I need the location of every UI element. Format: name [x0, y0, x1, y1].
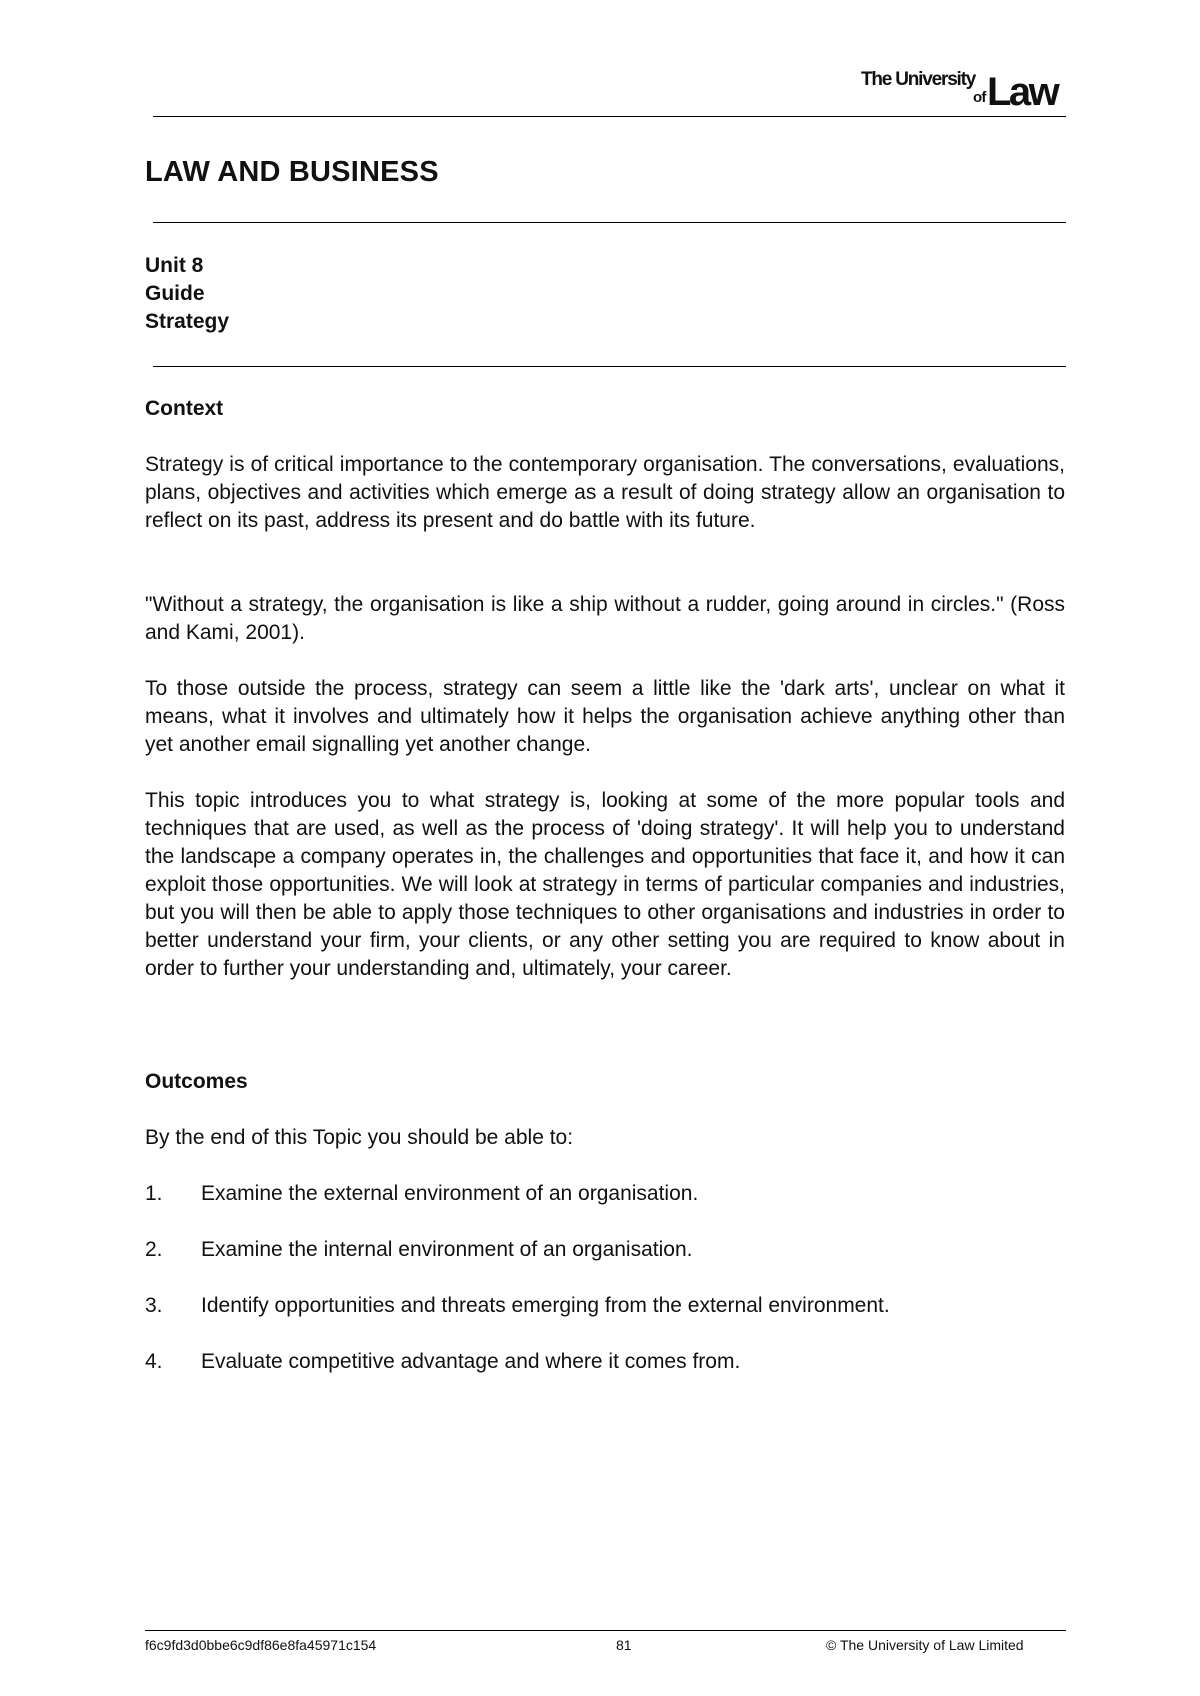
footer-rule	[145, 1630, 1066, 1631]
logo-line3: Law	[987, 70, 1058, 114]
footer-copyright: © The University of Law Limited	[826, 1637, 1024, 1653]
list-item	[145, 1292, 1065, 1348]
university-logo	[855, 66, 1070, 114]
item-text: Examine the internal environment of an organisation.	[201, 1238, 693, 1261]
context-paragraph-4: This topic introduces you to what strategy is, looking at some of the more popular tools and techniques that are used, as well as the process of 'doing strategy'. It will help you to understand the landscape a company operates in, the challenges and opportunities that face it, and how it can exploit those opportunities. We will look at strategy in terms of particular companies and industries, but you will then be able to apply those techniques to other organisations and industries in order to better understand your firm, your clients, or any other setting you are required to know about in order to further your understanding and, ultimately, your career.	[145, 789, 1065, 980]
context-paragraph-1: Strategy is of critical importance to the contemporary organisation. The conversations, evaluations, plans, objectives and activities which emerge as a result of doing strategy allow an organisation to reflect on its past, address its present and do battle with its future.	[145, 453, 1065, 532]
item-text: Evaluate competitive advantage and where it comes from.	[201, 1350, 741, 1373]
outcomes-heading: Outcomes	[145, 1070, 248, 1093]
logo-line2: of	[973, 89, 986, 106]
item-number: 3.	[145, 1294, 163, 1317]
context-heading: Context	[145, 397, 224, 420]
outcomes-list	[145, 1180, 1065, 1404]
outcomes-intro: By the end of this Topic you should be able to:	[145, 1126, 574, 1149]
unit-guide: Guide	[145, 282, 205, 305]
title-rule	[153, 222, 1066, 223]
footer-page-number: 81	[616, 1637, 632, 1653]
list-item	[145, 1180, 1065, 1236]
logo-line1: The University	[861, 69, 976, 90]
item-text: Identify opportunities and threats emerging from the external environment.	[201, 1294, 890, 1317]
list-item	[145, 1236, 1065, 1292]
header-rule	[153, 116, 1066, 117]
document-title: LAW AND BUSINESS	[145, 156, 439, 188]
unit-block	[145, 252, 229, 336]
context-paragraph-3: To those outside the process, strategy can seem a little like the 'dark arts', unclear on what it means, what it involves and ultimately how it helps the organisation achieve anything other than yet another email signalling yet another change.	[145, 677, 1065, 756]
unit-rule	[153, 366, 1066, 367]
list-item	[145, 1348, 1065, 1404]
footer-doc-id: f6c9fd3d0bbe6c9df86e8fa45971c154	[145, 1637, 377, 1653]
unit-number: Unit 8	[145, 254, 204, 277]
item-number: 4.	[145, 1350, 163, 1373]
context-paragraph-2: "Without a strategy, the organisation is like a ship without a rudder, going around in circles." (Ross and Kami, 2001).	[145, 593, 1065, 644]
unit-topic: Strategy	[145, 310, 230, 333]
item-number: 2.	[145, 1238, 163, 1261]
item-number: 1.	[145, 1182, 163, 1205]
item-text: Examine the external environment of an organisation.	[201, 1182, 699, 1205]
